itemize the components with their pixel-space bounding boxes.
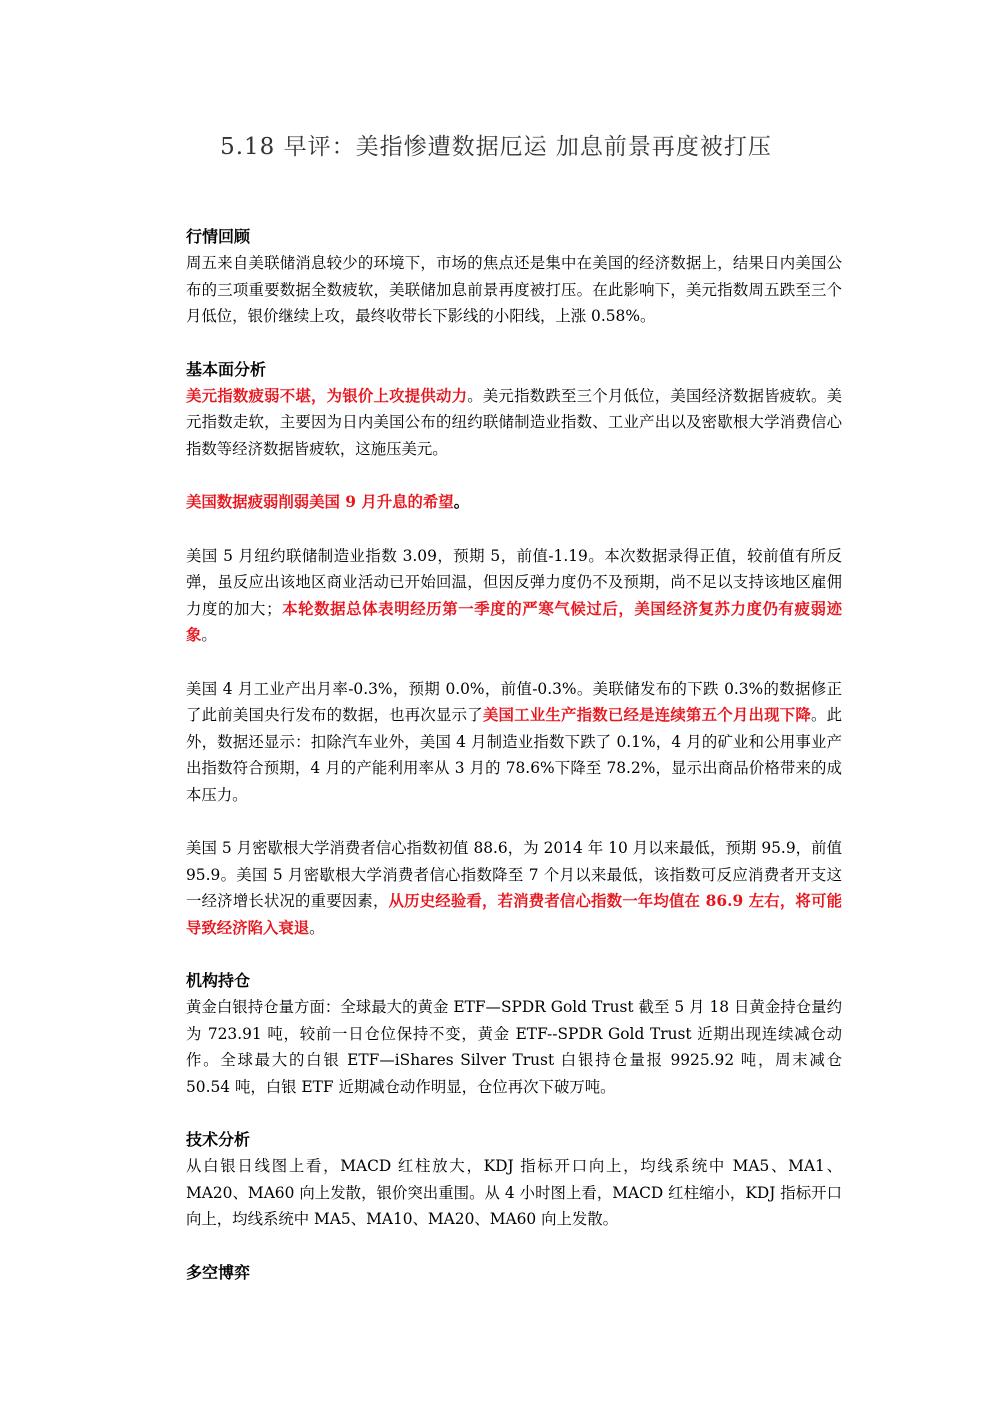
highlight-text: 本轮数据总体表明经历第一季度的严寒气候过后，美国经济复苏力度仍有疲弱迹象 (186, 599, 842, 644)
section-heading-technical: 技术分析 (186, 1130, 251, 1149)
section-heading-holdings: 机构持仓 (186, 971, 251, 990)
article-body (186, 224, 842, 1286)
body-text: 美国 4 月工业产出月率-0.3%，预期 0.0%，前值-0.3%。美联储发布的下跌 0.3%的数据修正了此前美国央行发布的数据，也再次显示了 (186, 679, 842, 724)
paragraph-review: 周五来自美联储消息较少的环境下，市场的焦点还是集中在美国的经济数据上，结果日内美国公布的三项重要数据全数疲软，美联储加息前景再度被打压。在此影响下，美元指数周五跌至三个月低位，银价继续上攻，最终收带长下影线的小阳线，上涨 0.58%。 (186, 254, 842, 325)
section-heading-fundamental: 基本面分析 (186, 359, 267, 379)
body-text: 美国 5 月密歇根大学消费者信心指数初值 88.6，为 2014 年 10 月以来最低，预期 95.9，前值 95.9。美国 5 月密歇根大学消费者信心指数降至 7 个月以来最低，该指数可反应消费者开支这一经济增长状况的重要因素， (186, 839, 842, 910)
highlight-text: 从历史经验看，若消费者信心指数一年均值在 86.9 左右，将可能导致经济陷入衰退 (186, 892, 842, 937)
body-text: 。美元指数跌至三个月低位，美国经济数据皆疲软。美元指数走软，主要因为日内美国公布的纽约联储制造业指数、工业产出以及密歇根大学消费信心指数等经济数据皆疲软，这施压美元。 (186, 386, 842, 458)
paragraph-fundamental-1 (186, 383, 842, 463)
highlight-text: 美元指数疲弱不堪，为银价上攻提供动力 (186, 386, 468, 405)
body-text: 。 (201, 626, 217, 644)
body-text: 。 (453, 493, 470, 511)
paragraph-technical: 从白银日线图上看，MACD 红柱放大，KDJ 指标开口向上，均线系统中 MA5、MA1、MA20、MA60 向上发散，银价突出重围。从 4 小时图上看，MACD 红柱缩小，KDJ 指标开口向上，均线系统中 MA5、MA10、MA20、MA60 向上发散。 (186, 1157, 842, 1228)
paragraph-fundamental-2 (186, 489, 842, 516)
section-heading-review: 行情回顾 (186, 227, 251, 246)
section-heading-battle: 多空博弈 (186, 1262, 251, 1282)
paragraph-fundamental-4 (186, 676, 842, 809)
paragraph-fundamental-5 (186, 835, 842, 941)
body-text: 美国 5 月纽约联储制造业指数 3.09，预期 5，前值-1.19。本次数据录得正值，较前值有所反弹，虽反应出该地区商业活动已开始回温，但因反弹力度仍不及预期，尚不足以支持该地区雇佣力度的加大； (186, 546, 842, 618)
paragraph-holdings: 黄金白银持仓量方面：全球最大的黄金 ETF—SPDR Gold Trust 截至 5 月 18 日黄金持仓量约为 723.91 吨，较前一日仓位保持不变，黄金 ETF--SPDR Gold Trust 近期出现连续减仓动作。全球最大的白银 ETF—iShares Silver Trust 白银持仓量报 9925.92 吨，周末减仓 50.54 吨，白银 ETF 近期减仓动作明显，仓位再次下破万吨。 (186, 998, 842, 1096)
highlight-text: 美国数据疲弱削弱美国 9 月升息的希望 (186, 493, 454, 511)
page-title: 5.18 早评：美指惨遭数据厄运 加息前景再度被打压 (220, 134, 772, 160)
body-text: 。 (309, 918, 325, 937)
highlight-text: 美国工业生产指数已经是连续第五个月出现下降 (482, 706, 811, 724)
paragraph-fundamental-3 (186, 543, 842, 649)
body-text: 。此外，数据还显示：扣除汽车业外，美国 4 月制造业指数下跌了 0.1%，4 月的矿业和公用事业产出指数符合预期，4 月的产能利用率从 3 月的 78.6%下降至 78.2%，显示出商品价格带来的成本压力。 (186, 706, 842, 804)
